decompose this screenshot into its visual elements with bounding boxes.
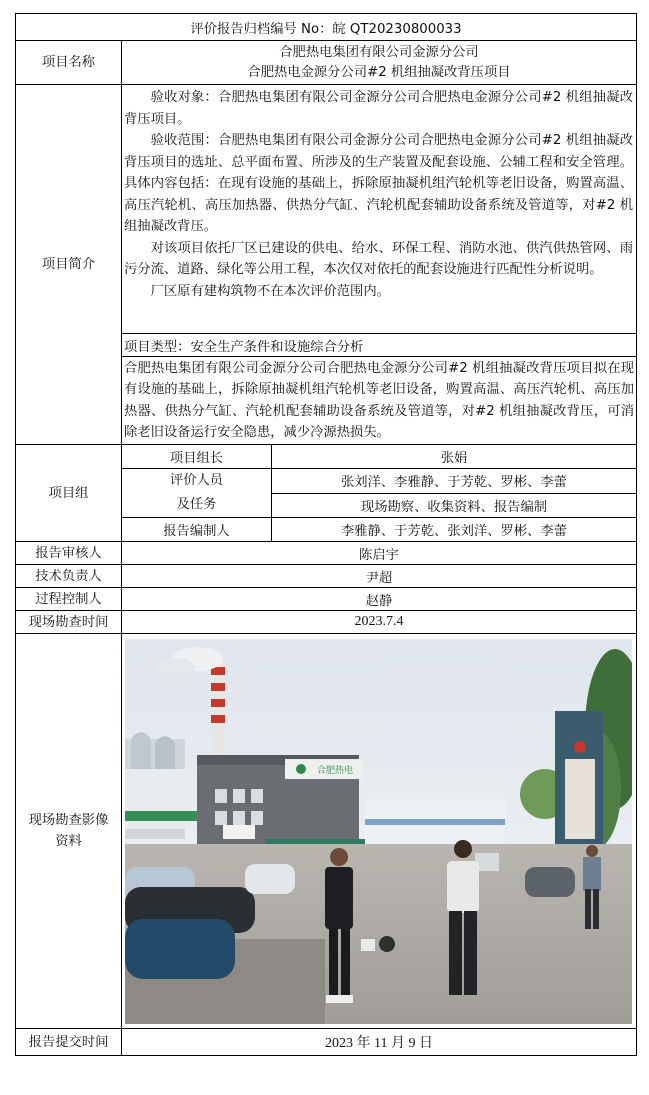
survey-photo-label-line2: 资料 [55,834,82,849]
team-leader-label: 项目组长 [122,445,272,469]
project-intro-content [122,85,637,334]
reviewer-value: 陈启宇 [122,542,637,565]
evaluators-label-line2: 及任务 [176,497,217,512]
intro-acceptance-object: 验收对象：合肥热电集团有限公司金源分公司合肥热电金源分公司#2 机组抽凝改背压项目。 [124,90,633,127]
site-survey-photo [125,639,632,1024]
survey-time-label: 现场勘查时间 [16,611,122,634]
project-summary: 合肥热电集团有限公司金源分公司合肥热电金源分公司#2 机组抽凝改背压项目拟在现有设施的基础上，拆除原抽凝机组汽轮机等老旧设备，购置高温、高压汽轮机、高压加热器、供热分气缸、汽轮机配套辅助设备系统及管道等，对#2 机组抽凝改背压，可消除老旧设备运行安全隐患，减少冷源热损失。 [122,357,637,445]
tech-lead-label: 技术负责人 [16,565,122,588]
intro-dependent-facilities: 对该项目依托厂区已建设的供电、给水、环保工程、消防水池、供汽供热管网、雨污分流、道路、绿化等公用工程，本次仅对依托的配套设施进行匹配性分析说明。 [124,240,633,277]
process-control-value: 赵静 [122,588,637,611]
evaluators-label [122,469,272,518]
submit-time-value: 2023 年 11 月 9 日 [122,1029,637,1056]
project-name-line2: 合肥热电金源分公司#2 机组抽凝改背压项目 [247,64,511,80]
intro-acceptance-scope: 验收范围：合肥热电集团有限公司金源分公司合肥热电金源分公司#2 机组抽凝改背压项目的选址、总平面布置、所涉及的生产装置及配套设施、公辅工程和安全管理。具体内容包括：在现有设施的基础上，拆除原抽凝机组汽轮机等老旧设备，购置高温、高压汽轮机、高压加热器、供热分气缸、汽轮机配套辅助设备系统及管道等，对#2 机组抽凝改背压。 [124,133,633,234]
project-intro-label: 项目简介 [16,85,122,445]
project-name-value [122,41,637,85]
team-leader-value: 张娟 [272,445,637,469]
reviewer-label: 报告审核人 [16,542,122,565]
tasks-value: 现场勘察、收集资料、报告编制 [272,493,637,518]
intro-exclusion: 厂区原有建构筑物不在本次评价范围内。 [150,283,390,299]
project-team-label: 项目组 [16,445,122,542]
compilers-value: 李雅静、于芳乾、张刘洋、罗彬、李蕾 [272,518,637,542]
process-control-label: 过程控制人 [16,588,122,611]
project-name-line1: 合肥热电集团有限公司金源分公司 [279,44,479,60]
survey-photo-label-line1: 现场勘查影像 [28,813,109,828]
archive-number: 评价报告归档编号 No：皖 QT20230800033 [16,14,637,41]
project-type: 项目类型：安全生产条件和设施综合分析 [122,334,637,357]
building-sign-text: 合肥热电 [317,765,354,776]
survey-photo-label [16,634,122,1029]
evaluation-report-table [15,13,637,1056]
survey-photo-cell [122,634,637,1029]
compilers-label: 报告编制人 [122,518,272,542]
evaluators-value: 张刘洋、李雅静、于芳乾、罗彬、李蕾 [272,469,637,494]
submit-time-label: 报告提交时间 [16,1029,122,1056]
tech-lead-value: 尹超 [122,565,637,588]
project-name-label: 项目名称 [16,41,122,85]
survey-time-value: 2023.7.4 [122,611,637,634]
evaluators-label-line1: 评价人员 [169,473,224,488]
